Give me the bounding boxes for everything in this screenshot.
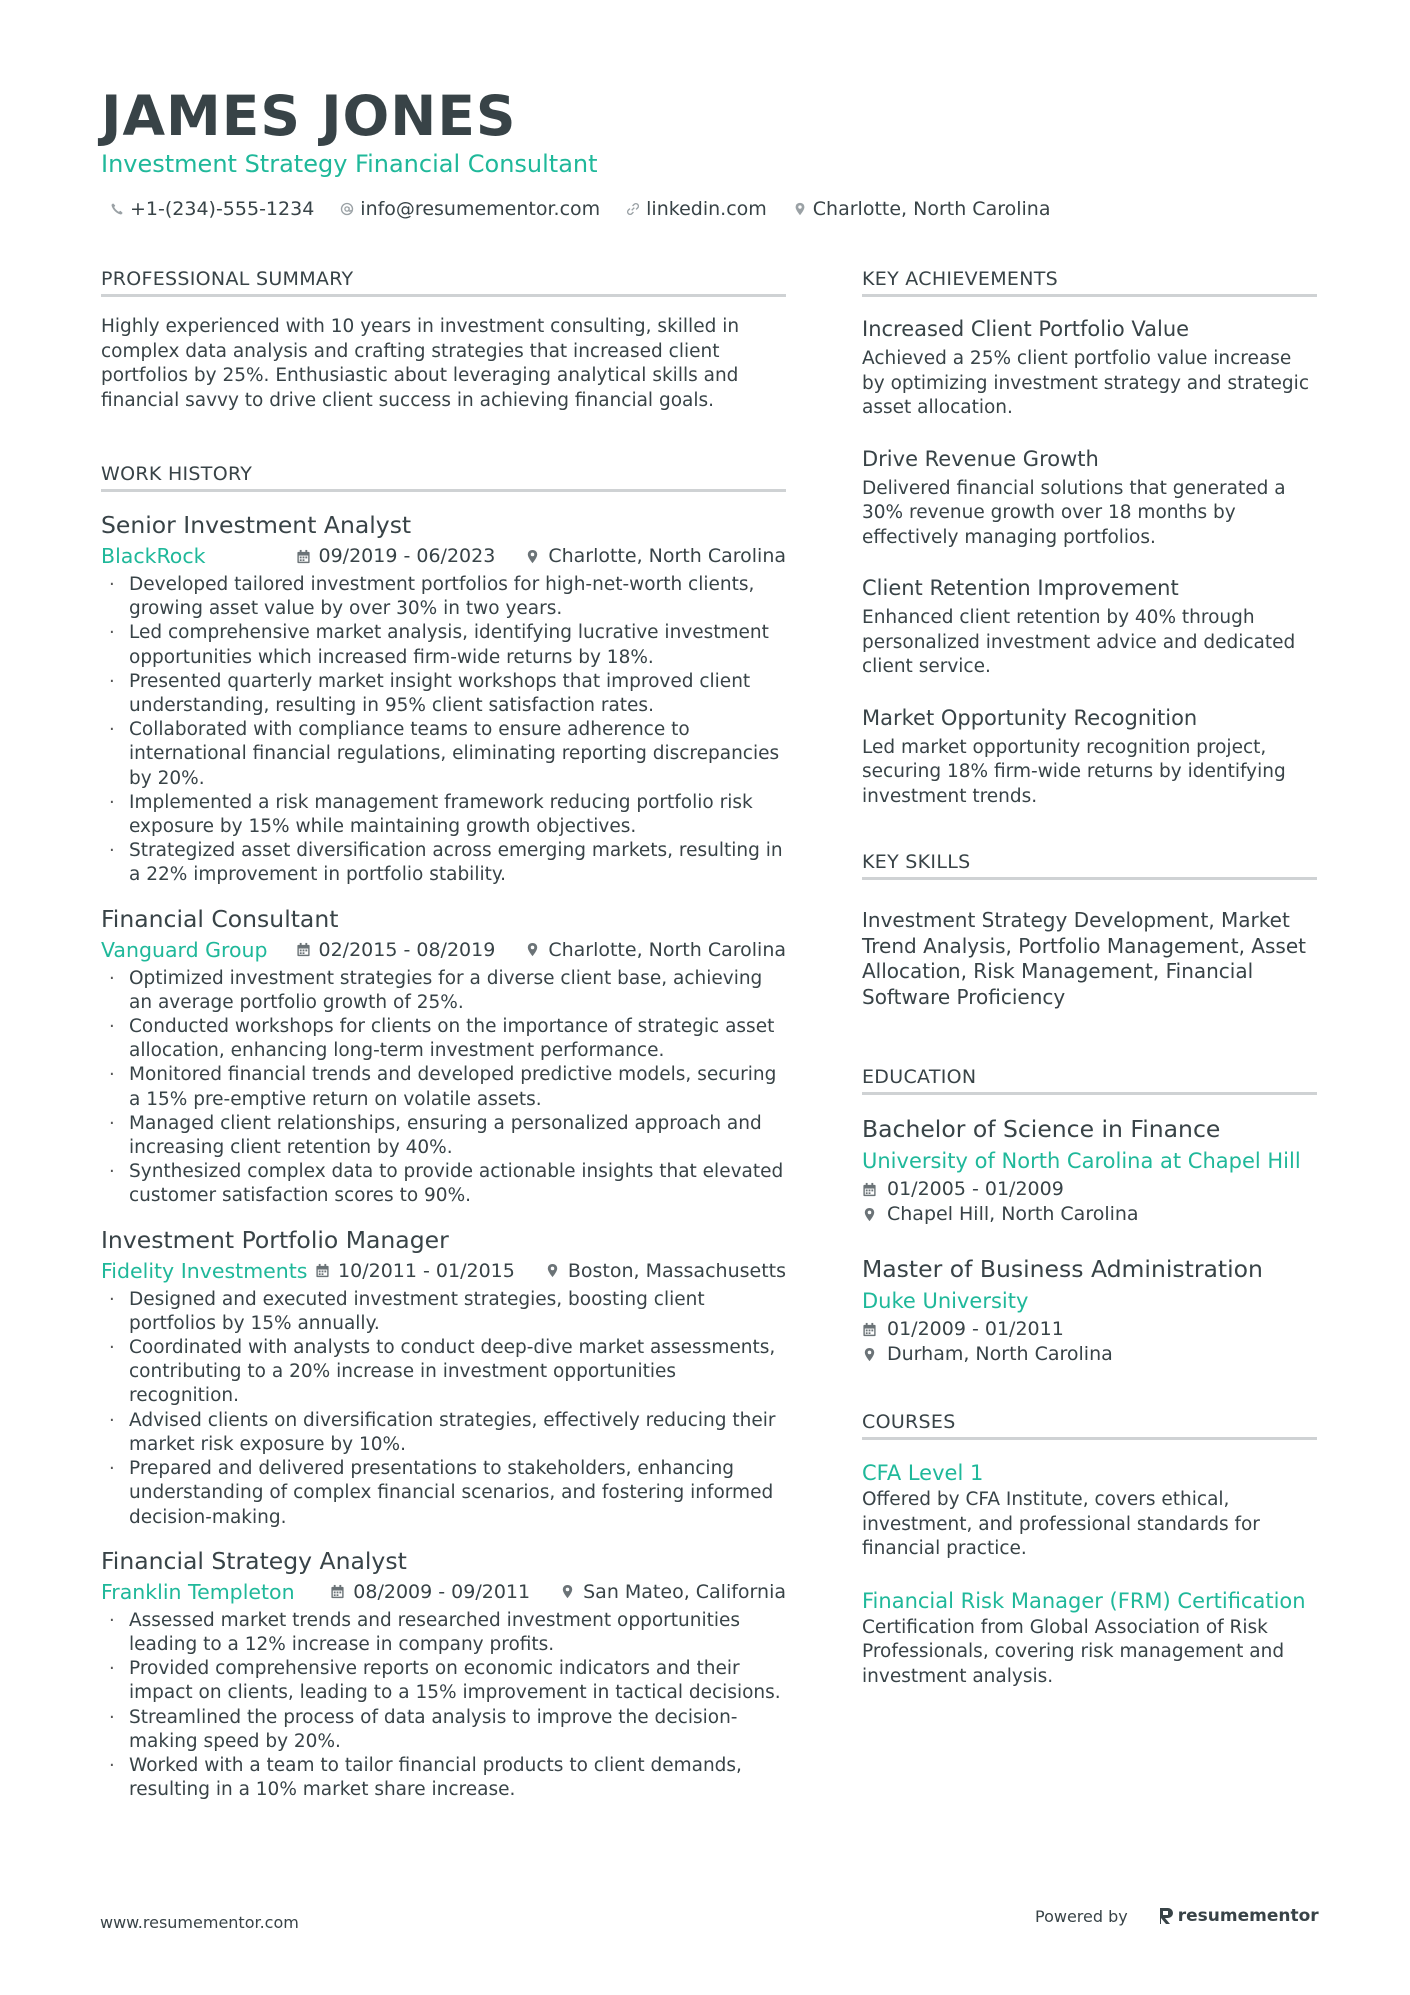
job-bullet: · Optimized investment strategies for a diverse client base, achieving an average portfolio growth of 25%. <box>101 967 786 1015</box>
job-bullet: · Designed and executed investment strategies, boosting client portfolios by 15% annually. <box>101 1288 786 1336</box>
job-entry <box>101 510 786 888</box>
job-bullet: · Presented quarterly market insight workshops that improved client understanding, resulting in 95% client satisfaction rates. <box>101 670 786 718</box>
course-desc: Offered by CFA Institute, covers ethical, investment, and professional standards for financial practice. <box>862 1489 1260 1559</box>
achievement-item <box>862 704 1317 810</box>
job-dates <box>330 1578 530 1606</box>
job-dates-text: 10/2011 - 01/2015 <box>338 1259 515 1282</box>
job-bullet: · Led comprehensive market analysis, identifying lucrative investment opportunities which increased firm-wide returns by 18%. <box>101 621 786 669</box>
education-location-text: Chapel Hill, North Carolina <box>887 1203 1139 1225</box>
achievement-title: Market Opportunity Recognition <box>862 705 1198 730</box>
achievement-desc: Enhanced client retention by 40% through personalized investment advice and dedicated client service. <box>862 607 1296 677</box>
job-bullets <box>101 1288 786 1530</box>
location-icon <box>862 1207 877 1222</box>
contact-email <box>340 198 600 220</box>
job-company: Fidelity Investments <box>101 1258 308 1283</box>
job-bullet: · Developed tailored investment portfolios for high-net-worth clients, growing asset value by over 30% in two years. <box>101 573 786 621</box>
job-title: Senior Investment Analyst <box>101 511 412 539</box>
job-location-text: San Mateo, California <box>583 1580 786 1603</box>
job-company: Franklin Templeton <box>101 1579 295 1604</box>
achievements-heading: KEY ACHIEVEMENTS <box>862 268 1317 297</box>
education-school: Duke University <box>862 1289 1029 1313</box>
job-company: Vanguard Group <box>101 937 268 962</box>
job-bullet: · Assessed market trends and researched investment opportunities leading to a 12% increase in company profits. <box>101 1609 786 1657</box>
calendar-icon <box>862 1322 877 1337</box>
job-meta <box>101 936 786 964</box>
job-bullet: · Strategized asset diversification across emerging markets, resulting in a 22% improvement in portfolio stability. <box>101 839 786 887</box>
job-location-text: Boston, Massachusetts <box>567 1259 786 1282</box>
calendar-icon <box>296 549 311 564</box>
job-location-text: Charlotte, North Carolina <box>548 938 786 961</box>
at-icon <box>340 202 354 216</box>
calendar-icon <box>862 1182 877 1197</box>
job-bullet: · Provided comprehensive reports on economic indicators and their impact on clients, leading to a 15% improvement in tactical decisions. <box>101 1657 786 1705</box>
phone-icon <box>110 202 124 216</box>
contact-location <box>793 198 1051 220</box>
job-location <box>525 542 786 570</box>
contact-phone-text: +1-(234)-555-1234 <box>130 198 315 220</box>
job-dates-text: 08/2009 - 09/2011 <box>353 1580 531 1603</box>
job-dates <box>296 936 496 964</box>
job-title: Financial Strategy Analyst <box>101 1546 407 1575</box>
courses-heading: COURSES <box>862 1411 1317 1440</box>
job-meta <box>101 1257 786 1285</box>
education-item <box>862 1253 1317 1367</box>
achievement-desc: Achieved a 25% client portfolio value increase by optimizing investment strategy and strategic asset allocation. <box>862 348 1309 418</box>
job-bullet: · Streamlined the process of data analysis to improve the decision-making speed by 20%. <box>101 1706 786 1754</box>
achievement-desc: Delivered financial solutions that generated a 30% revenue growth over 18 months by effectively managing portfolios. <box>862 477 1286 548</box>
job-bullet: · Implemented a risk management framework reducing portfolio risk exposure by 15% while maintaining growth objectives. <box>101 791 786 839</box>
summary-heading: PROFESSIONAL SUMMARY <box>101 268 786 297</box>
contact-email-text: info@resumementor.com <box>360 198 601 220</box>
job-meta <box>101 1578 786 1606</box>
education-school: University of North Carolina at Chapel Hill <box>862 1149 1301 1173</box>
job-entry <box>101 1546 786 1803</box>
job-bullet: · Prepared and delivered presentations to stakeholders, enhancing understanding of complex financial scenarios, and fostering informed decision-making. <box>101 1457 786 1530</box>
footer-website: www.resumementor.com <box>100 1913 299 1932</box>
calendar-icon <box>315 1263 330 1278</box>
job-dates <box>296 542 496 570</box>
job-dates-text: 02/2015 - 08/2019 <box>318 938 496 961</box>
job-bullets <box>101 1609 786 1803</box>
education-item <box>862 1113 1317 1227</box>
calendar-icon <box>296 942 311 957</box>
job-entry <box>101 904 786 1209</box>
achievement-item <box>862 445 1317 551</box>
location-icon <box>793 202 807 216</box>
job-company: BlackRock <box>101 544 206 568</box>
job-bullet: · Conducted workshops for clients on the importance of strategic asset allocation, enhancing long-term investment performance. <box>101 1015 786 1063</box>
skills-text: Investment Strategy Development, Market Trend Analysis, Portfolio Management, Asset Allocation, Risk Management, Financial Software Proficiency <box>862 908 1306 1009</box>
education-location <box>862 1342 1317 1367</box>
job-dates <box>315 1257 515 1285</box>
calendar-icon <box>330 1584 345 1599</box>
location-icon <box>560 1584 575 1599</box>
job-entry <box>101 1225 786 1530</box>
job-bullet: · Advised clients on diversification strategies, effectively reducing their market risk exposure by 10%. <box>101 1409 786 1457</box>
contact-linkedin <box>626 198 767 220</box>
job-location <box>545 1257 786 1285</box>
education-dates <box>862 1177 1317 1202</box>
course-item <box>862 1458 1317 1562</box>
work-heading: WORK HISTORY <box>101 463 786 492</box>
summary-text: Highly experienced with 10 years in investment consulting, skilled in complex data analysis and crafting strategies that increased client portfolios by 25%. Enthusiastic about leveraging analytical skills and financial savvy to drive client success in achieving financial goals. <box>101 316 740 411</box>
candidate-title: Investment Strategy Financial Consultant <box>101 150 598 178</box>
education-degree: Master of Business Administration <box>862 1255 1263 1283</box>
job-bullet: · Synthesized complex data to provide actionable insights that elevated customer satisfaction scores to 90%. <box>101 1160 786 1208</box>
achievement-desc: Led market opportunity recognition project, securing 18% firm-wide returns by identifying investment trends. <box>862 736 1286 807</box>
right-column <box>862 268 1317 1713</box>
achievement-title: Drive Revenue Growth <box>862 446 1099 471</box>
contact-bar <box>110 198 1076 220</box>
course-item <box>862 1586 1317 1690</box>
education-degree: Bachelor of Science in Finance <box>862 1115 1221 1143</box>
location-icon <box>545 1263 560 1278</box>
job-bullet: · Collaborated with compliance teams to ensure adherence to international financial regulations, eliminating reporting discrepancies by 20%. <box>101 718 786 791</box>
job-bullet: · Coordinated with analysts to conduct deep-dive market assessments, contributing to a 20% increase in investment opportunities recognition. <box>101 1336 786 1409</box>
job-dates-text: 09/2019 - 06/2023 <box>318 545 496 567</box>
job-title: Investment Portfolio Manager <box>101 1225 449 1254</box>
job-title: Financial Consultant <box>101 904 339 933</box>
achievement-item <box>862 574 1317 680</box>
job-location <box>525 936 786 964</box>
job-bullet: · Managed client relationships, ensuring a personalized approach and increasing client retention by 40%. <box>101 1112 786 1160</box>
course-title: Financial Risk Manager (FRM) Certification <box>862 1588 1306 1613</box>
course-title: CFA Level 1 <box>862 1461 984 1485</box>
education-location-text: Durham, North Carolina <box>887 1343 1113 1365</box>
contact-phone <box>110 198 314 220</box>
job-location-text: Charlotte, North Carolina <box>548 545 786 567</box>
location-icon <box>862 1347 877 1362</box>
education-location <box>862 1202 1317 1227</box>
brand-name: resumementor <box>1177 1906 1319 1926</box>
location-icon <box>525 942 540 957</box>
contact-linkedin-text: linkedin.com <box>646 198 767 220</box>
education-heading: EDUCATION <box>862 1066 1317 1095</box>
contact-location-text: Charlotte, North Carolina <box>812 198 1051 220</box>
powered-by-label: Powered by <box>1035 1906 1128 1926</box>
resumementor-logo-icon <box>1158 1906 1174 1926</box>
brand-logo <box>1158 1906 1319 1926</box>
job-bullets <box>101 967 786 1209</box>
education-dates <box>862 1317 1317 1342</box>
job-bullet: · Worked with a team to tailor financial products to client demands, resulting in a 10% market share increase. <box>101 1754 786 1802</box>
achievement-item <box>862 315 1317 421</box>
footer-branding <box>1035 1906 1319 1926</box>
location-icon <box>525 549 540 564</box>
job-bullet: · Monitored financial trends and developed predictive models, securing a 15% pre-emptive return on volatile assets. <box>101 1063 786 1111</box>
skills-heading: KEY SKILLS <box>862 851 1317 880</box>
job-bullets <box>101 573 786 888</box>
left-column <box>101 268 786 1818</box>
education-dates-text: 01/2005 - 01/2009 <box>887 1178 1064 1200</box>
candidate-name: JAMES JONES <box>101 84 517 148</box>
course-desc: Certification from Global Association of Risk Professionals, covering risk management and investment analysis. <box>862 1616 1285 1687</box>
job-meta <box>101 542 786 570</box>
job-location <box>560 1578 786 1606</box>
achievement-title: Increased Client Portfolio Value <box>862 317 1190 341</box>
education-dates-text: 01/2009 - 01/2011 <box>887 1318 1064 1340</box>
link-icon <box>626 202 640 216</box>
achievement-title: Client Retention Improvement <box>862 576 1179 600</box>
